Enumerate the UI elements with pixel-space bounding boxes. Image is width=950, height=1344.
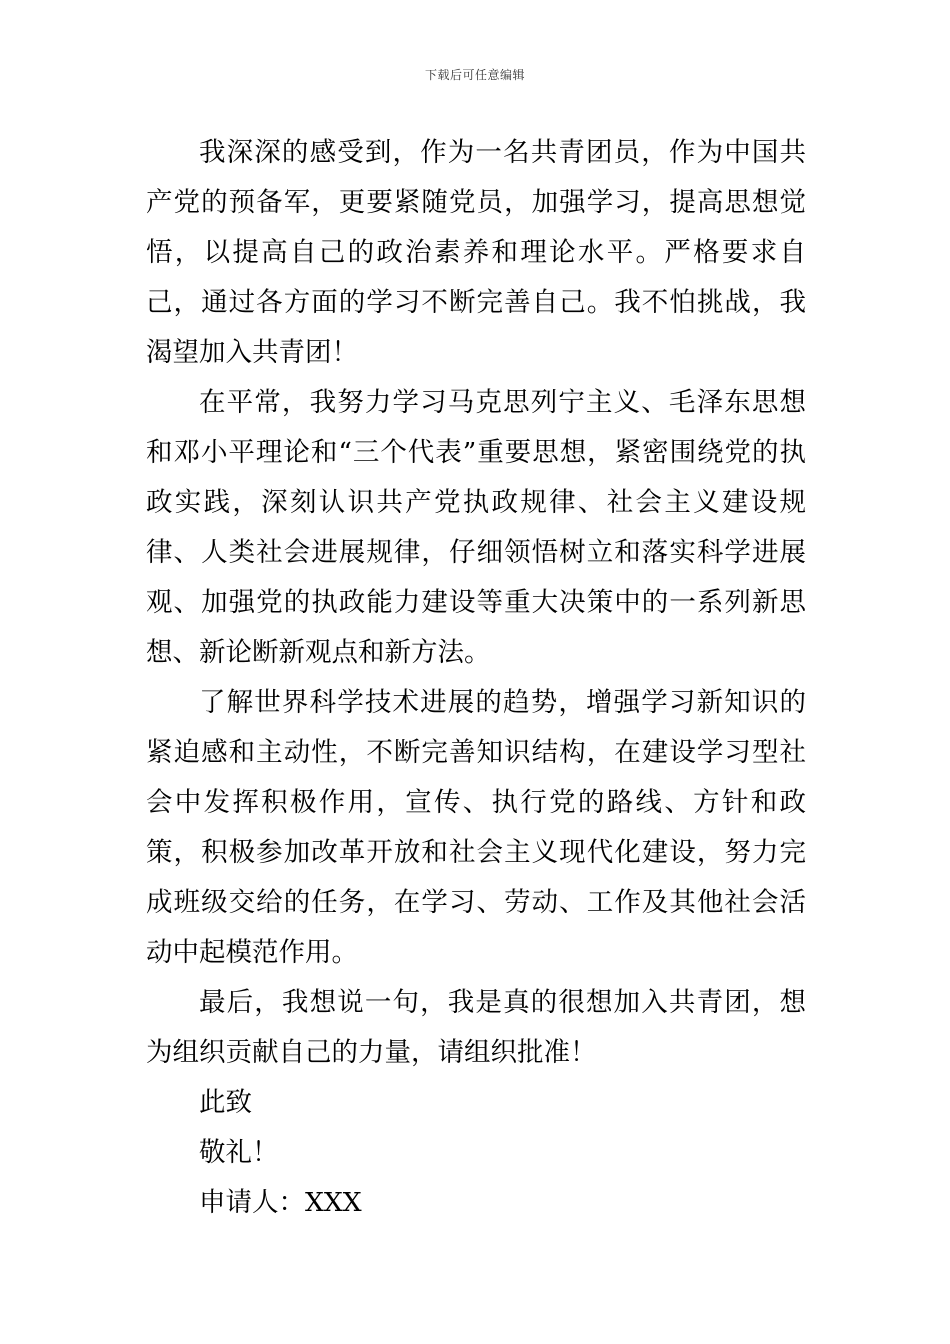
letter-body (146, 128, 806, 1228)
paragraph-2: 在平常，我努力学习马克思列宁主义、毛泽东思想和邓小平理论和“三个代表”重要思想，紧密围绕党的执政实践，深刻认识共产党执政规律、社会主义建设规律、人类社会进展规律，仔细领悟树立和落实科学进展观、加强党的执政能力建设等重大决策中的一系列新思想、新论断新观点和新方法。 (146, 387, 806, 668)
paragraph-3: 了解世界科学技术进展的趋势，增强学习新知识的紧迫感和主动性，不断完善知识结构，在建设学习型社会中发挥积极作用，宣传、执行党的路线、方针和政策，积极参加改革开放和社会主义现代化建设，努力完成班级交给的任务，在学习、劳动、工作及其他社会活动中起模范作用。 (146, 687, 806, 968)
signature: 申请人：XXX (199, 1187, 362, 1218)
header-note: 下载后可任意编辑 (424, 68, 525, 82)
closing-salutation: 此致 (199, 1087, 252, 1118)
closing-regards: 敬礼！ (199, 1137, 279, 1168)
paragraph-1: 我深深的感受到，作为一名共青团员，作为中国共产党的预备军，更要紧随党员，加强学习，提高思想觉悟，以提高自己的政治素养和理论水平。严格要求自己，通过各方面的学习不断完善自己。我不怕挑战，我渴望加入共青团！ (146, 137, 806, 368)
paragraph-4: 最后，我想说一句，我是真的很想加入共青团，想为组织贡献自己的力量，请组织批准！ (146, 987, 806, 1068)
